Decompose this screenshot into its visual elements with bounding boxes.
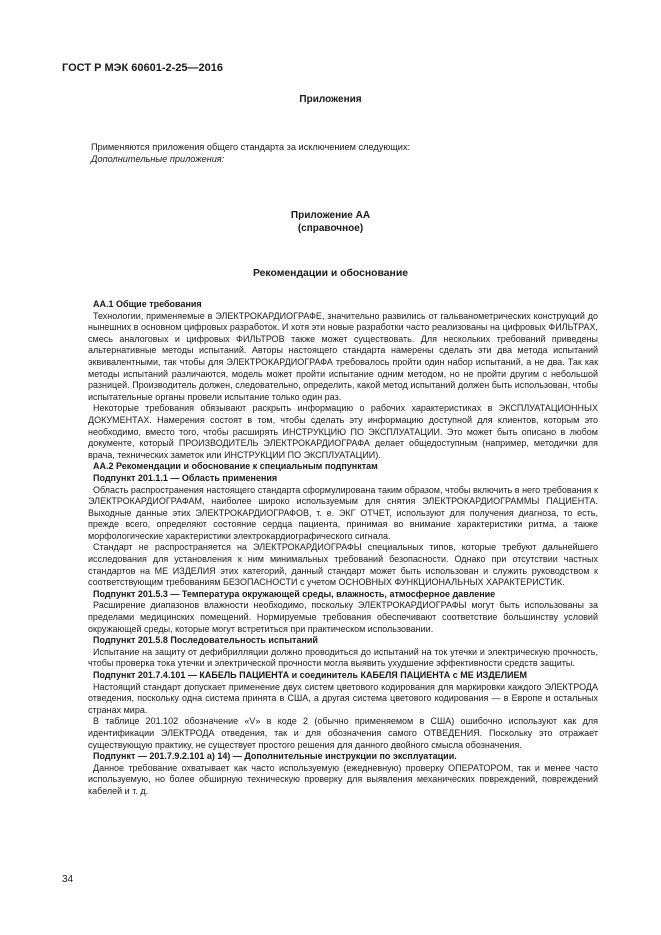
paragraph: Расширение диапазонов влажности необходимо, поскольку ЭЛЕКТРОКАРДИОГРАФЫ могут быть использованы за пределами медицинских помещений. Нормируемые требования обеспечивают соответствие большинству условий окружающей среды, которые могут встретиться при практическом использовании. (88, 600, 598, 634)
paragraph: Настоящий стандарт допускает применение двух систем цветового кодирования для маркировки каждого ЭЛЕКТРОДА отведения, поскольку одна система принята в США, а другая система цветового кодирования — в Европе и остальных странах мира. (88, 681, 598, 715)
annex-title: Приложение АА (290, 210, 371, 221)
paragraph: Испытание на защиту от дефибрилляции должно проводиться до испытаний на ток утечки и электрическую прочность, чтобы проверка тока утечки и электрической прочности могла выявить ухудшение эффективности средств защиты. (88, 646, 598, 669)
intro-line: Применяются приложения общего стандарта за исключением следующих: (91, 142, 411, 152)
subsection-heading-201-5-3: Подпункт 201.5.3 — Температура окружающей среды, влажность, атмосферное давление (93, 588, 496, 599)
paragraph: Данное требование охватывает как часто используемую (ежедневную) проверку ОПЕРАТОРОМ, так и менее часто используемую, но более обширную техническую проверку для выявления механических повреждений, повреждений кабелей и т. д. (88, 762, 598, 796)
subsection-heading-201-7-4-101: Подпункт 201.7.4.101 — КАБЕЛЬ ПАЦИЕНТА и соединитель КАБЕЛЯ ПАЦИЕНТА с МЕ ИЗДЕЛИЕМ (93, 670, 528, 680)
paragraph: Некоторые требования обязывают раскрыть информацию о рабочих характеристиках в ЭКСПЛУАТАЦИОННЫХ ДОКУМЕНТАХ. Намерения состоят в том, чтобы сделать эту информацию доступной для клиентов, которым это необходимо, вместо того, чтобы расширять ИНСТРУКЦИЮ ПО ЭКСПЛУАТАЦИИ. Это может быть описано в любом документе, который ПРОИЗВОДИТЕЛЬ ЭЛЕКТРОКАРДИОГРАФА делает общедоступным (например, методички для врача, технических заметок или ИНСТРУКЦИИ ПО ЭКСПЛУАТАЦИИ). (88, 403, 598, 460)
annex-subtitle: (справочное) (297, 223, 364, 234)
paragraph: Стандарт не распространяется на ЭЛЕКТРОКАРДИОГРАФЫ специальных типов, которые требуют дальнейшего исследования для установления к ним минимальных требований безопасности. Однако при отсутствии частных стандартов на МЕ ИЗДЕЛИЯ этих категорий, данный стандарт может быть использован и служить руководством к соответствующим требованиям БЕЗОПАСНОСТИ с учетом ОСНОВНЫХ ФУНКЦИОНАЛЬНЫХ ХАРАКТЕРИСТИК. (88, 542, 598, 588)
annex-heading: Рекомендации и обоснование (252, 268, 408, 279)
standard-header: ГОСТ Р МЭК 60601-2-25—2016 (62, 62, 223, 74)
annexes-title: Приложения (299, 94, 362, 105)
paragraph: Область распространения настоящего стандарта сформулирована таким образом, чтобы включить в него требования к ЭЛЕКТРОКАРДИОГРАФАМ, наиболее широко используемым для снятия ЭЛЕКТРОКАРДИОГРАММЫ ПАЦИЕНТА. Выходные данные этих ЭЛЕКТРОКАРДИОГРАФОВ, т. е. ЭКГ ОТЧЕТ, используют для получения диагноза, то есть, прежде всего, определяют состояние сердца пациента, принимая во внимание характеристики ритма, а также морфологические характеристики электрокардиографического сигнала. (88, 484, 598, 541)
subsection-heading-201-7-9-2-101: Подпункт — 201.7.9.2.101 а) 14) — Дополнительные инструкции по эксплуатации. (93, 751, 457, 762)
section-heading-aa2: АА.2 Рекомендации и обоснование к специальным подпунктам (93, 461, 378, 472)
annex-title-block (0, 209, 661, 235)
page-number: 34 (62, 874, 74, 885)
subsection-heading-201-1-1: Подпункт 201.1.1 — Область применения (93, 472, 278, 483)
subsection-heading-201-5-8: Подпункт 201.5.8 Последовательность испытаний (93, 635, 318, 646)
intro-additional-annexes: Дополнительные приложения: (91, 154, 225, 164)
paragraph: В таблице 201.102 обозначение «V» в коде 2 (обычно применяемом в США) ошибочно используют как для идентификации ЭЛЕКТРОДА отведения, так и для обозначения самого ОТВЕДЕНИЯ. Поскольку это отражает существующую практику, не существует простого решения для данного двойного смысла обозначения. (88, 716, 598, 750)
annex-body (88, 299, 598, 798)
paragraph: Технологии, применяемые в ЭЛЕКТРОКАРДИОГРАФЕ, значительно развились от гальванометрических конструкций до нынешних в основном цифровых разработок. И хотя эти новые разработки часто реализованы на цифровых ФИЛЬТРАХ, смесь аналоговых и цифровых ФИЛЬТРОВ также может существовать. Для нескольких требований приведены альтернативные методы испытаний. Авторы настоящего стандарта намерены сделать эти два метода испытаний эквивалентными, так чтобы для ЭЛЕКТРОКАРДИОГРАФА требовалось пройти один набор испытаний, а не два. Так как методы испытаний различаются, модель может пройти испытание одним методом, но не пройти другим с небольшой разницей. Производитель должен, следовательно, определить, какой метод испытаний должен быть использован, чтобы испытательные органы провели испытание только один раз. (88, 310, 598, 402)
section-heading-aa1: АА.1 Общие требования (93, 299, 202, 309)
